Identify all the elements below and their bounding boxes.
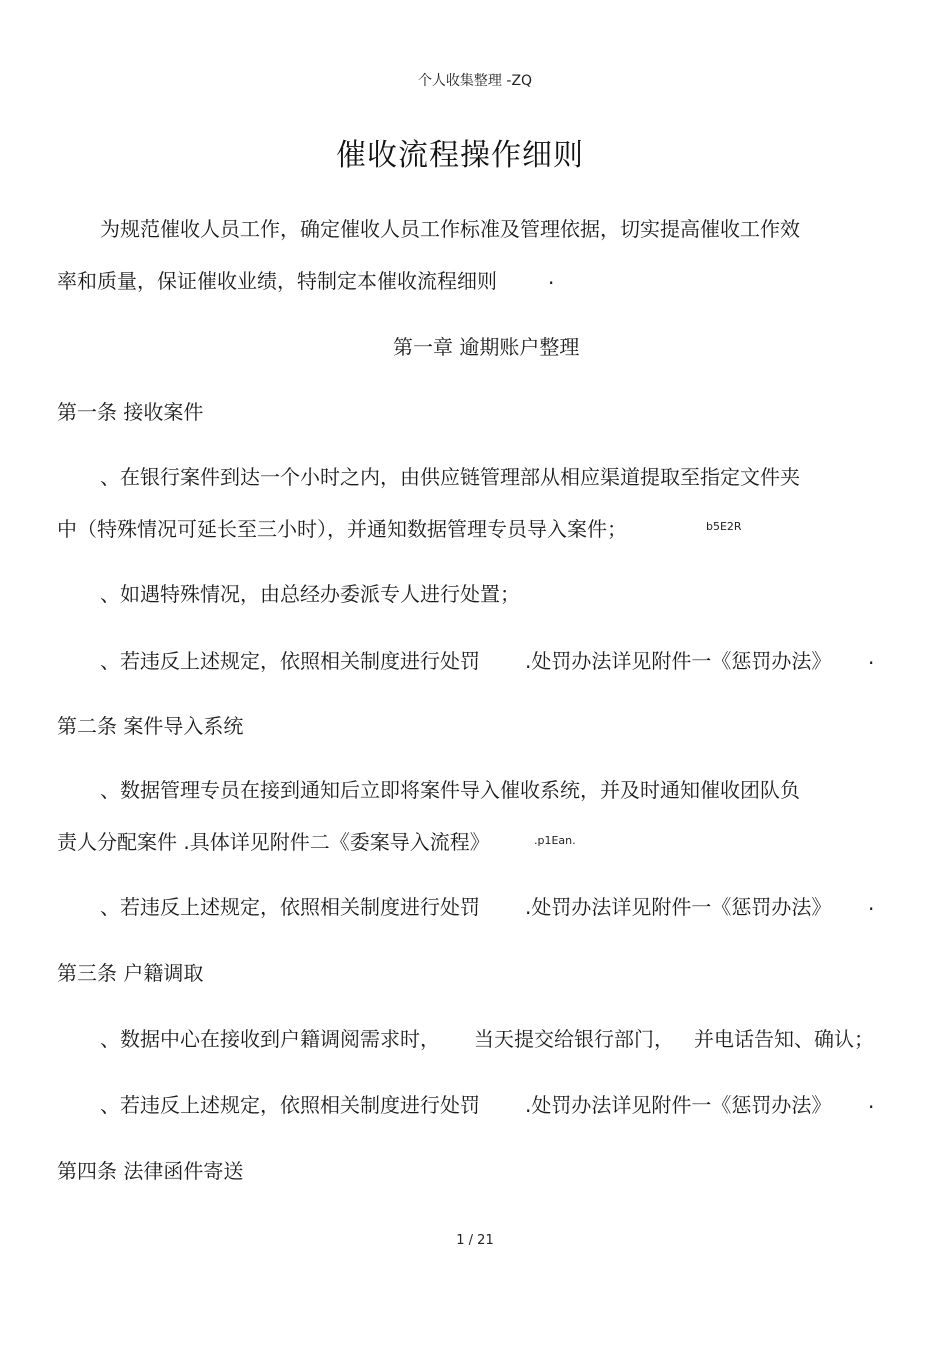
chapter-heading: 第一章 逾期账户整理 (393, 335, 580, 359)
intro-line-2-end: . (548, 265, 555, 289)
article-3-para-2-c: . (868, 1089, 875, 1113)
intro-line-2: 率和质量，保证催收业绩，特制定本催收流程细则 (57, 269, 497, 293)
article-1-para-1-line-2: 中（特殊情况可延长至三小时），并通知数据管理专员导入案件； (57, 517, 627, 541)
article-2-para-2-b: .处罚办法详见附件一《惩罚办法》 (525, 895, 832, 919)
article-2-para-1-line-2: 责人分配案件 .具体详见附件二《委案导入流程》 (57, 830, 490, 854)
page-number: 1 / 21 (456, 1233, 494, 1248)
article-1-para-3-b: .处罚办法详见附件一《惩罚办法》 (525, 649, 832, 673)
article-2-code: .p1Ean. (534, 834, 576, 847)
article-2-para-2-c: . (868, 891, 875, 915)
article-1-para-1-line-1: 、在银行案件到达一个小时之内，由供应链管理部从相应渠道提取至指定文件夹 (100, 465, 800, 489)
article-1-heading: 第一条 接收案件 (57, 400, 204, 424)
article-3-para-1-c: 并电话告知、确认； (694, 1027, 874, 1051)
intro-line-1: 为规范催收人员工作，确定催收人员工作标准及管理依据，切实提高催收工作效 (100, 217, 800, 241)
article-2-heading: 第二条 案件导入系统 (57, 714, 244, 738)
article-1-code: b5E2R (706, 520, 742, 533)
article-3-para-1-b: 当天提交给银行部门， (474, 1027, 674, 1051)
article-2-para-1-line-1: 、数据管理专员在接到通知后立即将案件导入催收系统，并及时通知催收团队负 (100, 778, 800, 802)
article-3-para-1-a: 、数据中心在接收到户籍调阅需求时， (100, 1027, 440, 1051)
page-header: 个人收集整理 -ZQ (417, 73, 533, 89)
document-title: 催收流程操作细则 (336, 138, 584, 173)
article-3-para-2-b: .处罚办法详见附件一《惩罚办法》 (525, 1093, 832, 1117)
article-2-para-2-a: 、若违反上述规定，依照相关制度进行处罚 (100, 895, 480, 919)
article-1-para-3-c: . (868, 645, 875, 669)
article-1-para-2: 、如遇特殊情况，由总经办委派专人进行处置； (100, 582, 520, 606)
article-3-para-2-a: 、若违反上述规定，依照相关制度进行处罚 (100, 1093, 480, 1117)
article-4-heading: 第四条 法律函件寄送 (57, 1159, 244, 1183)
article-1-para-3-a: 、若违反上述规定，依照相关制度进行处罚 (100, 649, 480, 673)
article-3-heading: 第三条 户籍调取 (57, 961, 204, 985)
